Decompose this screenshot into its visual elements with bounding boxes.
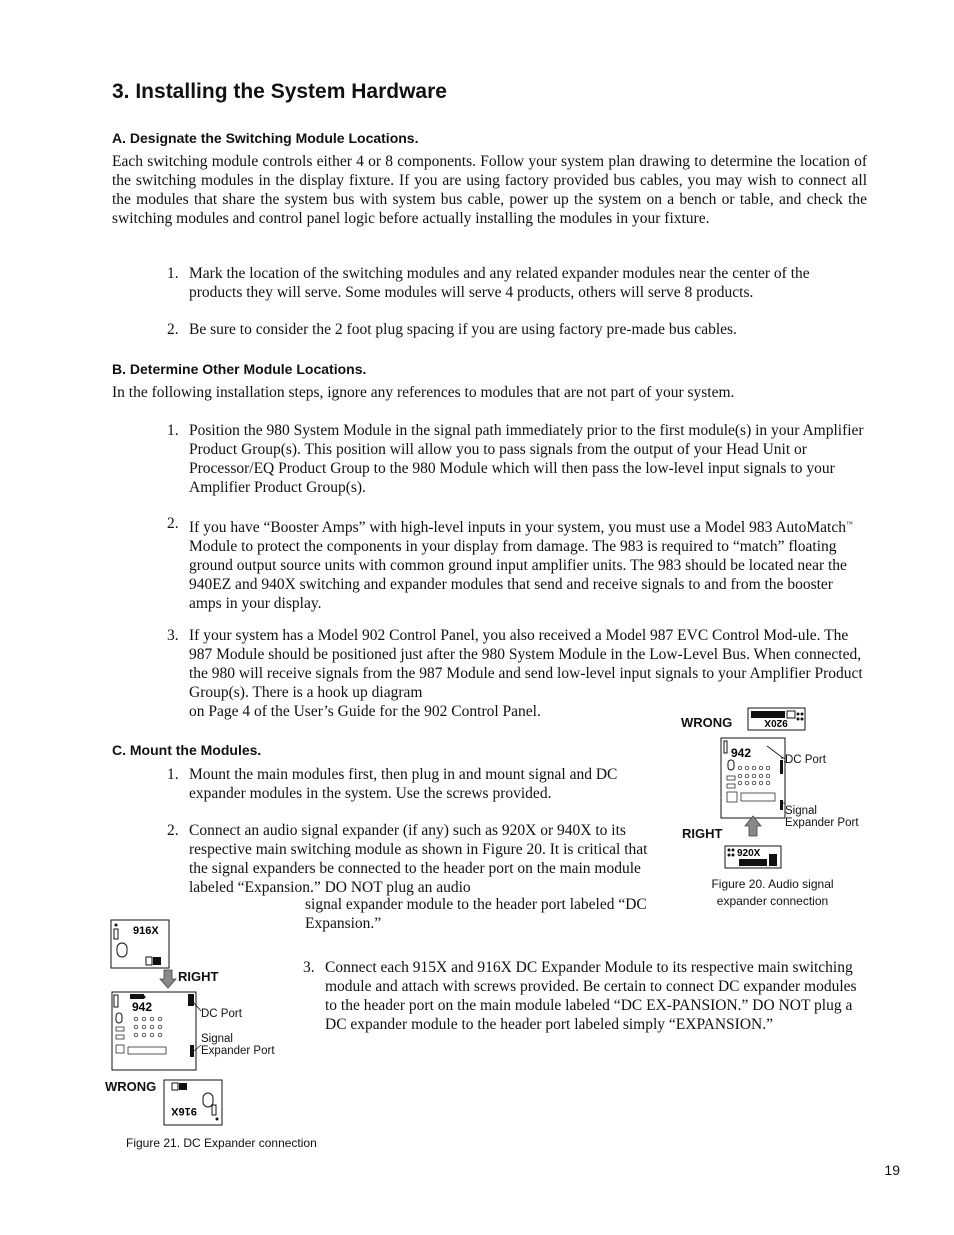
right-label: RIGHT <box>178 969 219 984</box>
figure-20-diagram <box>675 700 875 880</box>
signal-port-label-1: Signal <box>785 805 817 817</box>
item-number: 3. <box>303 959 315 976</box>
up-arrow <box>745 816 761 836</box>
section-c-item-2-continued: signal expander module to the header port labeled “DC Expansion.” <box>305 896 647 932</box>
right-expander-id: 920X <box>737 848 761 859</box>
item-text: Be sure to consider the 2 foot plug spacing if you are using factory pre-made bus cables. <box>189 321 737 338</box>
right-label: RIGHT <box>682 826 723 841</box>
dc-port-label: DC Port <box>785 754 826 766</box>
main-module-id: 942 <box>731 746 752 760</box>
page-title: 3. Installing the System Hardware <box>112 80 447 103</box>
section-a-heading: A. Designate the Switching Module Locations. <box>112 130 419 146</box>
section-c-item-3 <box>303 959 865 1035</box>
signal-port-label-2: Expander Port <box>785 817 859 829</box>
section-b-heading: B. Determine Other Module Locations. <box>112 361 367 377</box>
caption-line-2: expander connection <box>716 894 829 908</box>
figure-21 <box>100 915 300 1130</box>
signal-port-label-1: Signal <box>201 1033 233 1045</box>
item-text: Connect each 915X and 916X DC Expander Module to its respective main switching module and attach with screws provided. Be certain to connect DC expander modules to the header port on the main module labeled “DC EX-PANSION.” DO NOT plug a DC expander module to the header port labeled simply “EXPANSION.” <box>325 959 857 1033</box>
wrong-label: WRONG <box>681 715 733 730</box>
item-number: 1. <box>167 265 179 282</box>
wrong-expander-module <box>748 708 805 730</box>
main-module-942 <box>112 992 196 1070</box>
item-text-continued: Module to protect the components in your display from damage. The 983 is required to “match” floating ground output source units with common ground input amplifier units. The 983 should be located near the 940EZ and 940X switching and expander modules that send and receive signals to and from the booster amps in your display. <box>189 538 847 612</box>
wrong-dc-expander-id: 916X <box>171 1105 197 1117</box>
item-text: Mount the main modules first, then plug in and mount signal and DC expander modules in the system. Use the screws provided. <box>189 766 618 802</box>
section-c-heading: C. Mount the Modules. <box>112 742 262 758</box>
main-module-942 <box>721 738 785 818</box>
item-text: Position the 980 System Module in the signal path immediately prior to the first module(s) in your Amplifier Product Group(s). This position will allow you to pass signals from the output of your Head Unit or Processor/EQ Product Group to the 980 Module which will then pass the low-level input signals to your Amplifier Product Group(s). <box>189 422 864 496</box>
section-b-item-2 <box>167 515 867 614</box>
item-number: 3. <box>167 627 179 644</box>
wrong-dc-expander-module <box>164 1080 222 1125</box>
down-arrow <box>160 970 176 988</box>
section-c-item-1 <box>167 766 651 804</box>
page-number: 19 <box>884 1162 900 1178</box>
item-text: Mark the location of the switching modules and any related expander modules near the center of the products they will serve. Some modules will serve 4 products, others will serve 8 products. <box>189 265 810 301</box>
item-number: 1. <box>167 422 179 439</box>
main-module-id: 942 <box>132 1000 153 1014</box>
figure-20-caption <box>690 876 855 910</box>
caption-line-1: Figure 20. Audio signal <box>711 877 834 891</box>
section-b-intro: In the following installation steps, ignore any references to modules that are not part of your system. <box>112 384 735 401</box>
figure-21-diagram <box>100 915 230 1130</box>
wrong-expander-id: 920X <box>764 717 788 728</box>
section-b-item-1 <box>167 422 867 498</box>
item-number: 1. <box>167 766 179 783</box>
item-number: 2. <box>167 515 179 532</box>
section-b-item-3 <box>167 627 864 703</box>
wrong-label: WRONG <box>105 1079 157 1094</box>
section-a-item-1 <box>167 265 857 303</box>
item-number: 2. <box>167 822 179 839</box>
signal-port-label-2: Expander Port <box>201 1045 275 1057</box>
section-a-item-2 <box>167 321 857 340</box>
item-number: 2. <box>167 321 179 338</box>
right-expander-module <box>725 846 781 868</box>
figure-21-caption: Figure 21. DC Expander connection <box>126 1136 317 1150</box>
item-text: If you have “Booster Amps” with high-level inputs in your system, you must use a Model 983 AutoMatch <box>189 519 846 537</box>
item-text: If your system has a Model 902 Control Panel, you also received a Model 987 EVC Control Mod-ule. The 987 Module should be positioned just after the 980 System Module in the Low-Level Bus. When connected, the 980 will receive signals from the 987 Module and send low-level input signals to your Amplifier Product Group(s). There is a hook up diagram <box>189 627 863 701</box>
section-b-item-3-last-line: on Page 4 of the User’s Guide for the 902 Control Panel. <box>189 703 541 720</box>
dc-port-label: DC Port <box>201 1008 242 1020</box>
right-dc-expander-id: 916X <box>133 925 159 937</box>
trademark-mark: ™ <box>845 520 853 528</box>
section-a-intro: Each switching module controls either 4 or 8 components. Follow your system plan drawing to determine the location of the switching modules in the display fixture. If you are using factory provided bus cables, you may wish to connect all the modules that share the system bus with system bus cable, power up the system on a bench or table, and check the switching modules and control panel logic before actually installing the modules in your fixture. <box>112 153 867 227</box>
section-c-item-2 <box>167 822 659 898</box>
right-dc-expander-module <box>111 920 169 968</box>
item-text: Connect an audio signal expander (if any) such as 920X or 940X to its respective main switching module as shown in Figure 20. It is critical that the signal expanders be connected to the header port on the main module labeled “Expansion.” DO NOT plug an audio <box>189 822 648 896</box>
